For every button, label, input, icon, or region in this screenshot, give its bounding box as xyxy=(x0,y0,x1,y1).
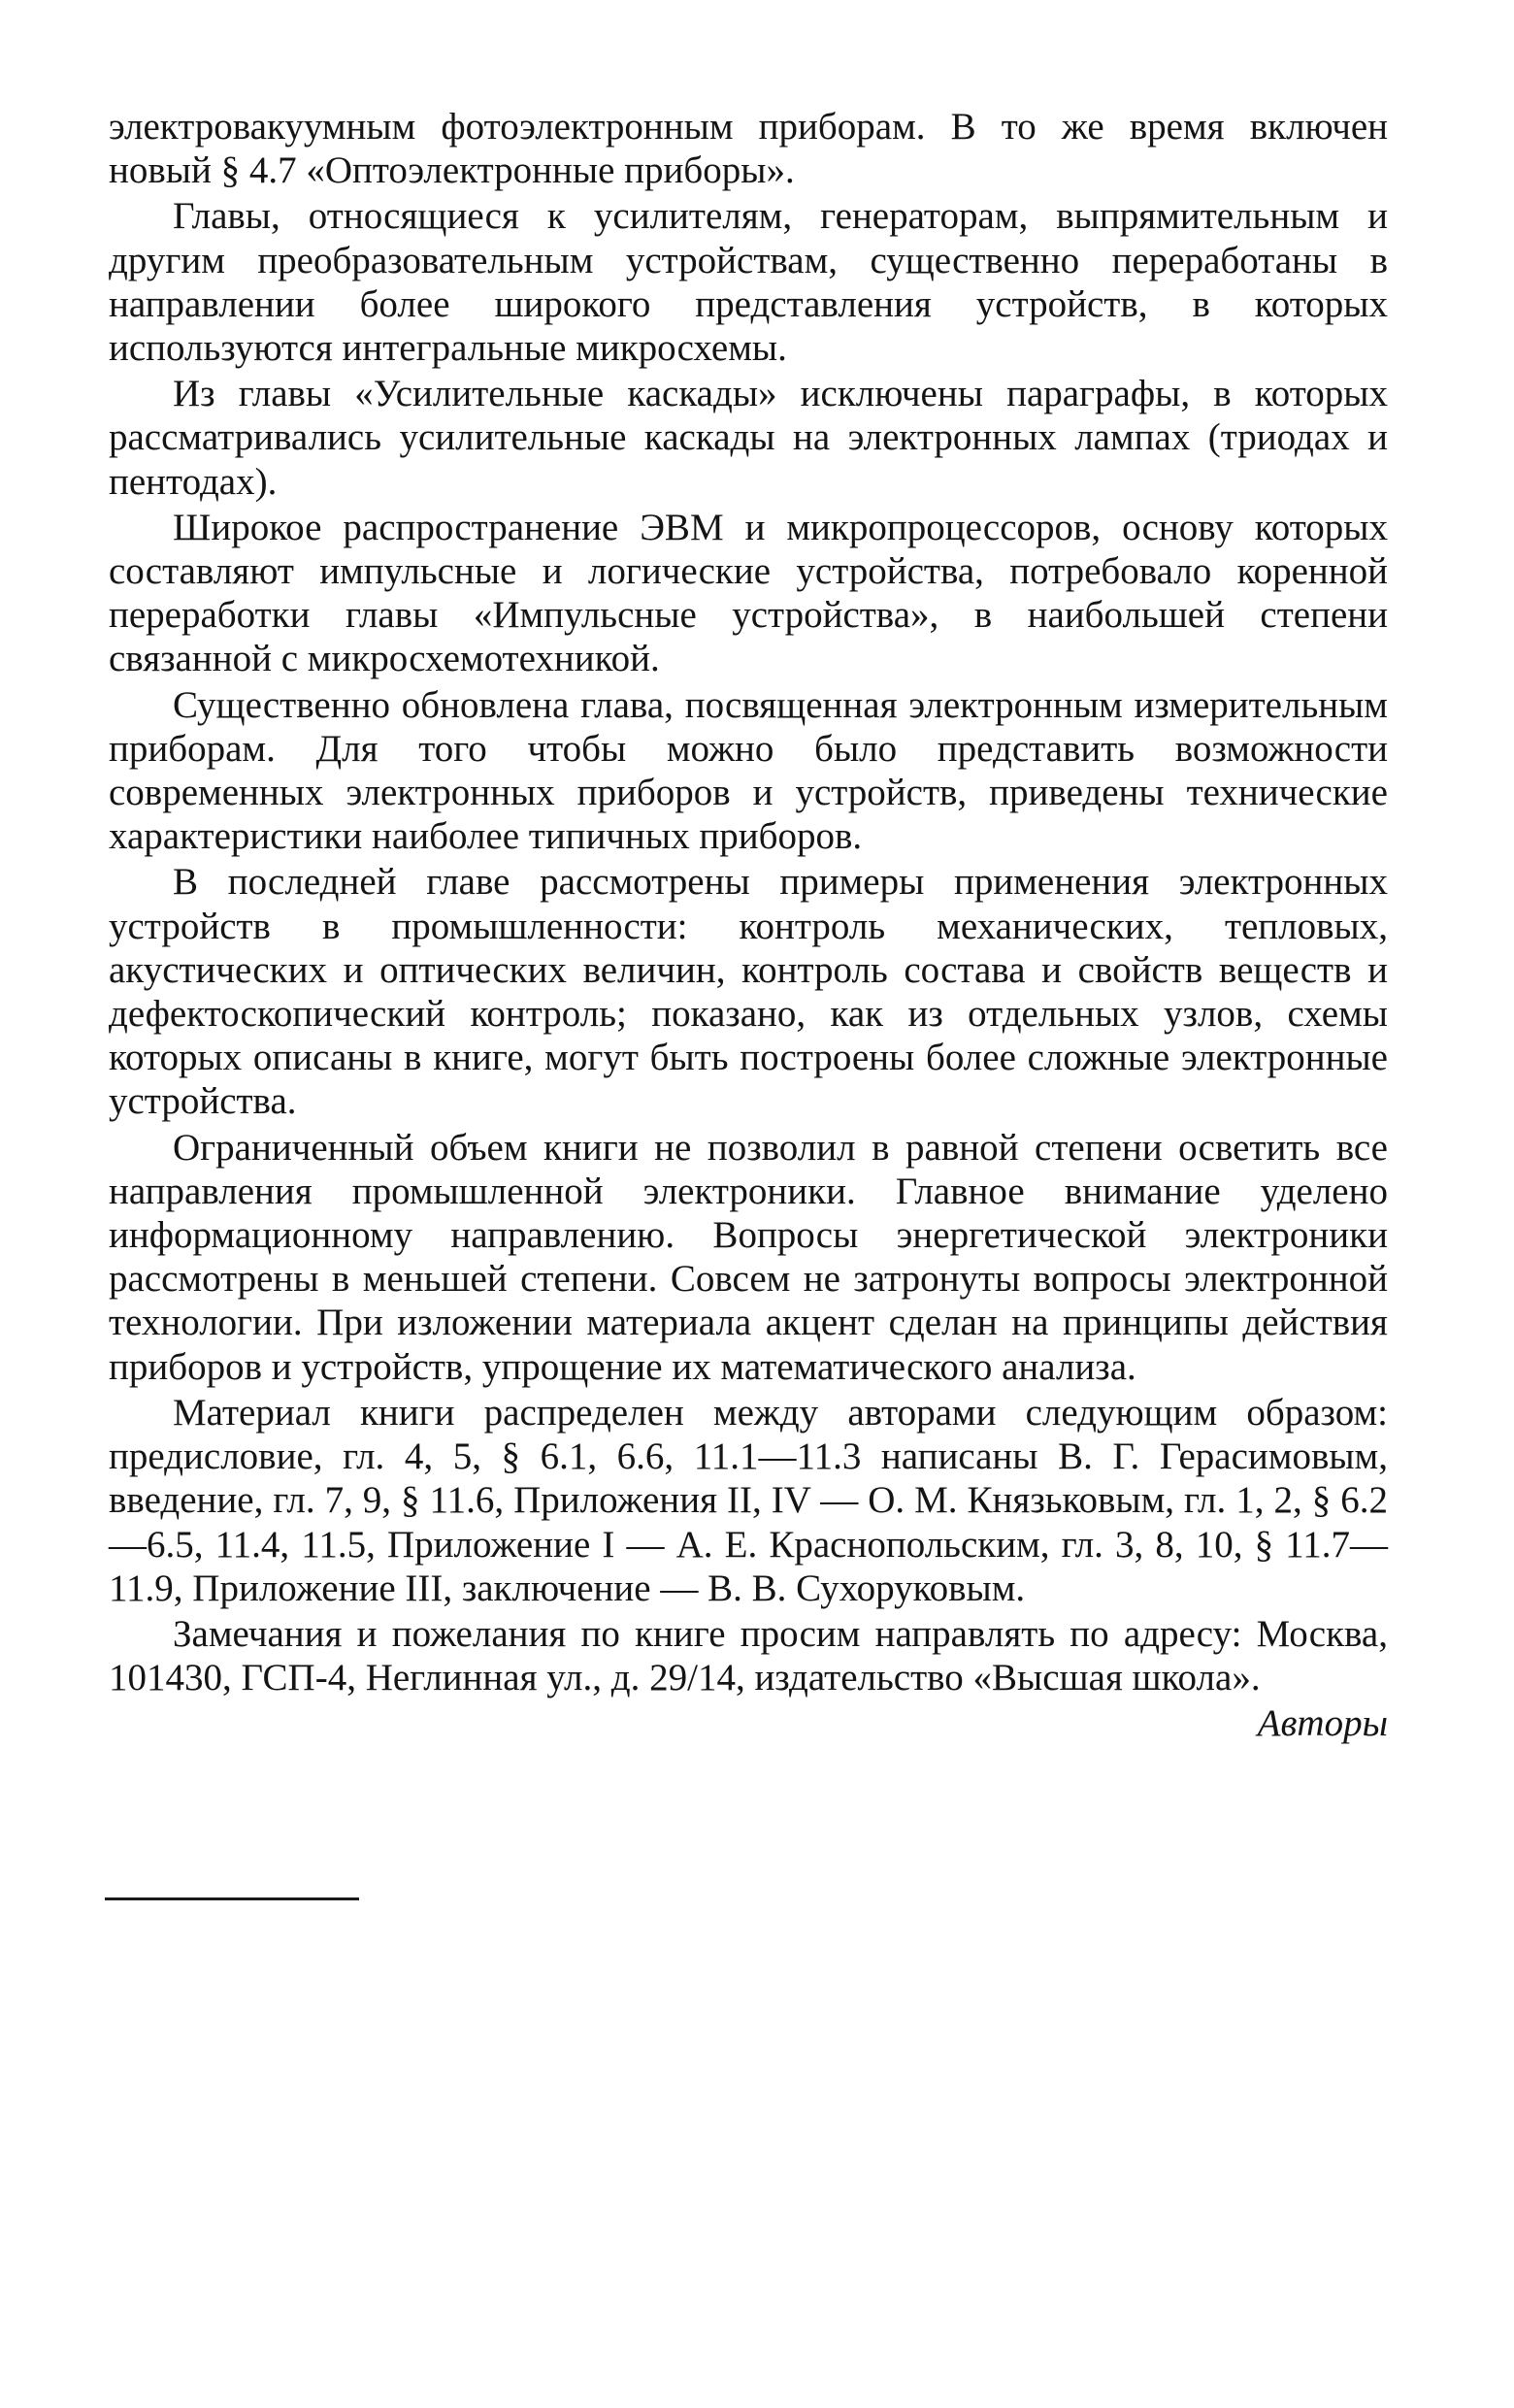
signature-authors: Авторы xyxy=(1257,1702,1388,1745)
paragraph-continuation: электровакуумным фотоэлектронным приборам. В то же время включен новый § 4.7 «Оптоэлектронные приборы». xyxy=(109,106,1388,192)
footnote-divider xyxy=(105,1897,359,1900)
paragraph-chapters-reworked: Главы, относящиеся к усилителям, генераторам, выпрямительным и другим преобразовательным устройствам, существенно переработаны в направлении более широкого представления устройств, в которых используются интегральные микросхемы. xyxy=(109,195,1388,370)
paragraph-amplifier-cascades: Из главы «Усилительные каскады» исключены параграфы, в которых рассматривались усилительные каскады на электронных лампах (триодах и пентодах). xyxy=(109,373,1388,503)
paragraph-industrial-applications: В последней главе рассмотрены примеры применения электронных устройств в промышленности: контроль механических, тепловых, акустических и оптических величин, контроль состава и свойств веществ и дефектоскопический контроль; показано, как из отдельных узлов, схемы которых описаны в книге, могут быть построены более сложные электронные устройства. xyxy=(109,861,1388,1123)
page-text-body xyxy=(109,105,1388,1746)
paragraph-address: Замечания и пожелания по книге просим направлять по адресу: Москва, 101430, ГСП-4, Неглинная ул., д. 29/14, издательство «Высшая школа». xyxy=(109,1612,1388,1699)
paragraph-measuring-instruments: Существенно обновлена глава, посвященная электронным измерительным приборам. Для того чтобы можно было представить возможности современных электронных приборов и устройств, приведены технические характеристики наиболее типичных приборов. xyxy=(109,683,1388,858)
paragraph-authors-distribution: Материал книги распределен между авторами следующим образом: предисловие, гл. 4, 5, § 6.1, 6.6, 11.1—11.3 написаны В. Г. Герасимовым, введение, гл. 7, 9, § 11.6, Приложения II, IV — О. М. Князьковым, гл. 1, 2, § 6.2—6.5, 11.4, 11.5, Приложение I — А. Е. Краснопольским, гл. 3, 8, 10, § 11.7—11.9, Приложение III, заключение — В. В. Сухоруковым. xyxy=(109,1391,1388,1609)
paragraph-limited-volume: Ограниченный объем книги не позволил в равной степени осветить все направления промышленной электроники. Главное внимание уделено информационному направлению. Вопросы энергетической электроники рассмотрены в меньшей степени. Совсем не затронуты вопросы электронной технологии. При изложении материала акцент сделан на принципы действия приборов и устройств, упрощение их математического анализа. xyxy=(109,1126,1388,1388)
paragraph-pulse-devices: Широкое распространение ЭВМ и микропроцессоров, основу которых составляют импульсные и логические устройства, потребовало коренной переработки главы «Импульсные устройства», в наибольшей степени связанной с микросхемотехникой. xyxy=(109,506,1388,680)
